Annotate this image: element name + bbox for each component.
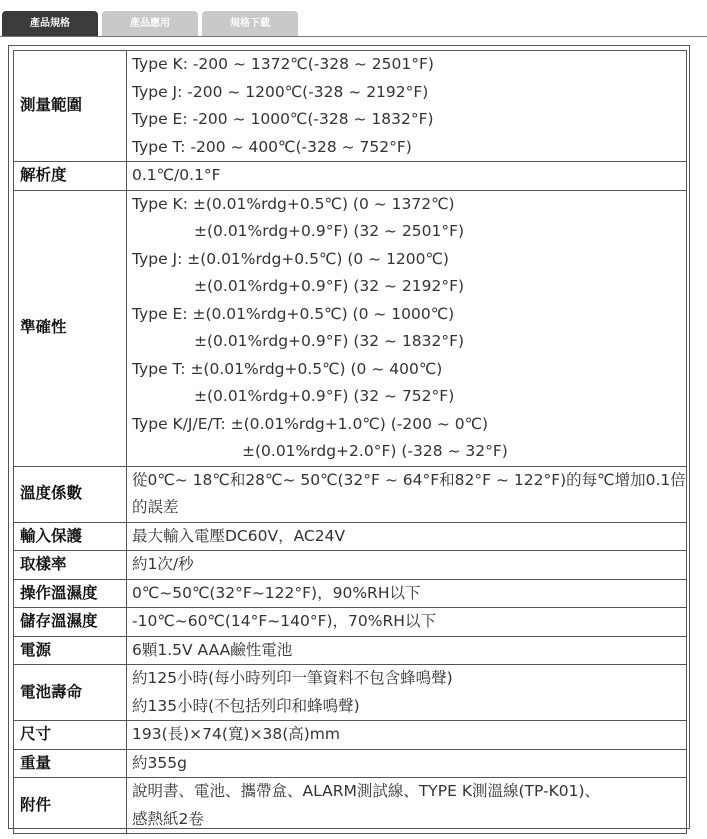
- accessories-line: 說明書、電池、攜帶盒、ALARM測試線、TYPE K測溫線(TP-K01)、: [132, 782, 601, 800]
- table-row: [14, 190, 687, 466]
- table-row: [14, 51, 687, 162]
- accuracy-line: ±(0.01%rdg+0.9°F) (32 ~ 1832°F): [194, 332, 465, 350]
- spec-label-weight: 重量: [14, 749, 127, 778]
- table-row: [14, 551, 687, 580]
- battery-line: 約135小時(不包括列印和蜂鳴聲): [132, 696, 360, 715]
- accessories-line: 感熱紙2卷: [132, 809, 204, 828]
- spec-value-size: 193(長)×74(寬)×38(高)mm: [127, 721, 687, 750]
- spec-label-power: 電源: [14, 636, 127, 665]
- table-row: [14, 522, 687, 551]
- spec-value-temp-coef: 從0℃~ 18℃和28℃~ 50℃(32°F ~ 64°F和82°F ~ 122°F)的每℃增加0.1倍的誤差: [127, 466, 687, 522]
- table-row: [14, 466, 687, 522]
- accuracy-line: ±(0.01%rdg+0.9°F) (32 ~ 2192°F): [194, 277, 465, 295]
- accuracy-line: Type T: ±(0.01%rdg+0.5℃) (0 ~ 400℃): [132, 359, 443, 378]
- accuracy-line: ±(0.01%rdg+2.0°F) (-328 ~ 32°F): [242, 442, 508, 460]
- table-row: [14, 749, 687, 778]
- spec-label-battery: 電池壽命: [14, 665, 127, 721]
- tab-specs[interactable]: 產品規格: [2, 11, 98, 36]
- range-line: Type J: -200 ~ 1200℃(-328 ~ 2192°F): [132, 82, 429, 101]
- tab-bar: [0, 0, 707, 38]
- spec-label-sample-rate: 取樣率: [14, 551, 127, 580]
- spec-label-temp-coef: 溫度係數: [14, 466, 127, 522]
- spec-value-power: 6顆1.5V AAA鹼性電池: [127, 636, 687, 665]
- tab-applications[interactable]: 產品應用: [102, 11, 198, 36]
- accuracy-line: ±(0.01%rdg+0.9°F) (32 ~ 2501°F): [194, 222, 465, 240]
- tab-divider: [0, 36, 707, 37]
- spec-label-range: 測量範圍: [14, 51, 127, 162]
- range-line: Type K: -200 ~ 1372℃(-328 ~ 2501°F): [132, 55, 434, 73]
- table-row: [14, 778, 687, 834]
- spec-value-range: [127, 51, 687, 162]
- spec-value-op-env: 0℃~50℃(32°F~122°F)，90%RH以下: [127, 579, 687, 608]
- spec-value-input-protect: 最大輸入電壓DC60V，AC24V: [127, 522, 687, 551]
- table-row: [14, 608, 687, 637]
- spec-label-accessories: 附件: [14, 778, 127, 834]
- spec-value-weight: 約355g: [127, 749, 687, 778]
- accuracy-line: ±(0.01%rdg+0.9°F) (32 ~ 752°F): [194, 387, 455, 405]
- spec-value-battery: [127, 665, 687, 721]
- range-line: Type T: -200 ~ 400℃(-328 ~ 752°F): [132, 137, 412, 156]
- spec-label-input-protect: 輸入保護: [14, 522, 127, 551]
- table-row: [14, 636, 687, 665]
- spec-value-accuracy: [127, 190, 687, 466]
- spec-value-storage-env: -10℃~60℃(14°F~140°F)，70%RH以下: [127, 608, 687, 637]
- spec-label-size: 尺寸: [14, 721, 127, 750]
- tab-downloads[interactable]: 規格下載: [202, 11, 298, 36]
- accuracy-line: Type K: ±(0.01%rdg+0.5℃) (0 ~ 1372℃): [132, 194, 455, 213]
- spec-label-op-env: 操作溫濕度: [14, 579, 127, 608]
- range-line: Type E: -200 ~ 1000℃(-328 ~ 1832°F): [132, 110, 434, 128]
- accuracy-line: Type E: ±(0.01%rdg+0.5℃) (0 ~ 1000℃): [132, 304, 455, 323]
- table-row: [14, 665, 687, 721]
- spec-table: [13, 50, 687, 834]
- spec-label-storage-env: 儲存溫濕度: [14, 608, 127, 637]
- table-row: [14, 721, 687, 750]
- table-row: [14, 162, 687, 191]
- spec-value-sample-rate: 約1次/秒: [127, 551, 687, 580]
- spec-label-accuracy: 準確性: [14, 190, 127, 466]
- table-row: [14, 579, 687, 608]
- accuracy-line: Type J: ±(0.01%rdg+0.5℃) (0 ~ 1200℃): [132, 249, 449, 268]
- spec-value-resolution: 0.1℃/0.1°F: [127, 162, 687, 191]
- accuracy-line: Type K/J/E/T: ±(0.01%rdg+1.0℃) (-200 ~ 0℃): [132, 414, 489, 433]
- spec-label-resolution: 解析度: [14, 162, 127, 191]
- battery-line: 約125小時(每小時列印一筆資料不包含蜂鳴聲): [132, 669, 453, 687]
- spec-value-accessories: [127, 778, 687, 834]
